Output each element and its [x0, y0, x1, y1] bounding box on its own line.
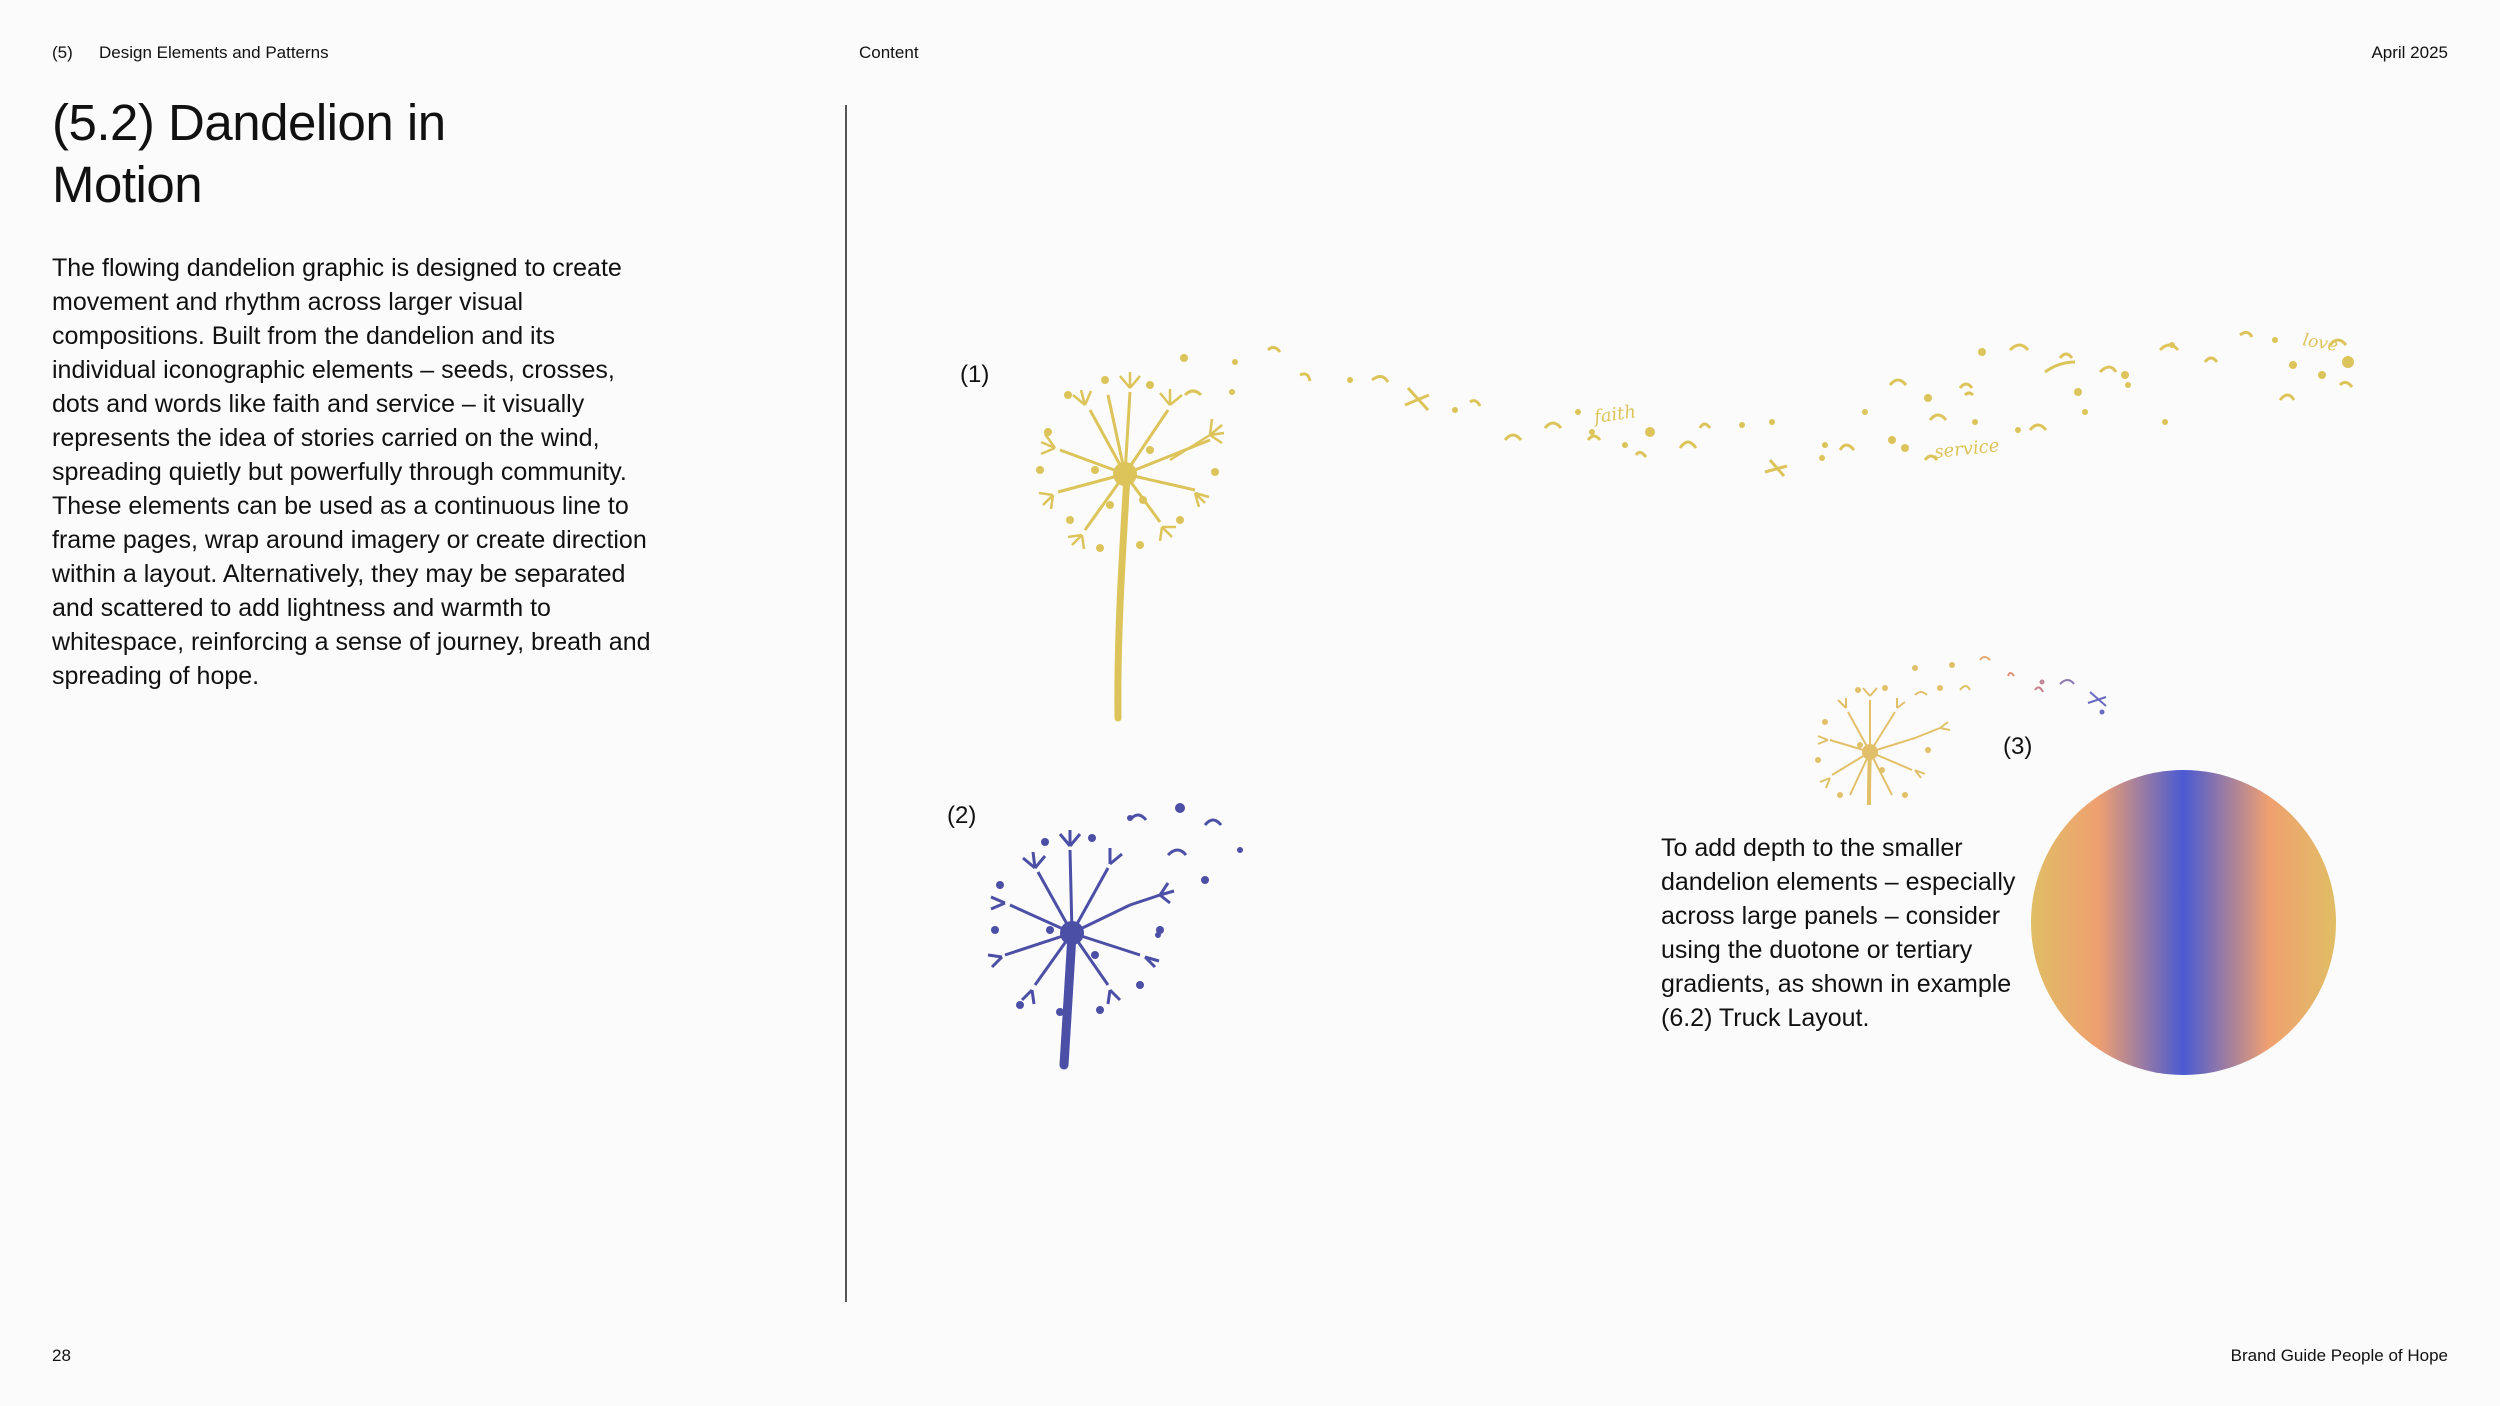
section-title: Design Elements and Patterns	[99, 43, 329, 62]
example-label-2: (2)	[947, 802, 977, 829]
example-3-caption: To add depth to the smaller dandelion elements – especially across large panels – consider using the duotone or tertiary gradients, as shown in example (6.2) Truck Layout.	[1661, 834, 2016, 1032]
trail-word-service: service	[1933, 435, 2001, 463]
gradient-swatch-circle	[2031, 770, 2336, 1075]
section-number: (5)	[52, 43, 73, 62]
example-label-3: (3)	[2003, 733, 2033, 760]
center-label: Content	[859, 43, 919, 62]
date: April 2025	[2371, 43, 2448, 62]
brand-name: Brand Guide People of Hope	[2230, 1346, 2448, 1365]
page-number: 28	[52, 1346, 71, 1365]
trail-word-faith: faith	[1592, 401, 1638, 428]
page-title: (5.2) Dandelion in Motion	[52, 94, 446, 213]
body-text: The flowing dandelion graphic is designed to create movement and rhythm across larger visual compositions. Built from the dandelion and its individual iconographic elements – seeds, crosses, dots and words like faith and service – it visually represents the idea of stories carried on the wind, spreading quietly but powerfully through community. These elements can be used as a continuous line to frame pages, wrap around imagery or create direction within a layout. Alternatively, they may be separated and scattered to add lightness and warmth to whitespace, reinforcing a sense of journey, breath and spreading of hope.	[52, 254, 651, 690]
example-label-1: (1)	[960, 361, 990, 388]
trail-word-love: love	[2301, 330, 2340, 357]
